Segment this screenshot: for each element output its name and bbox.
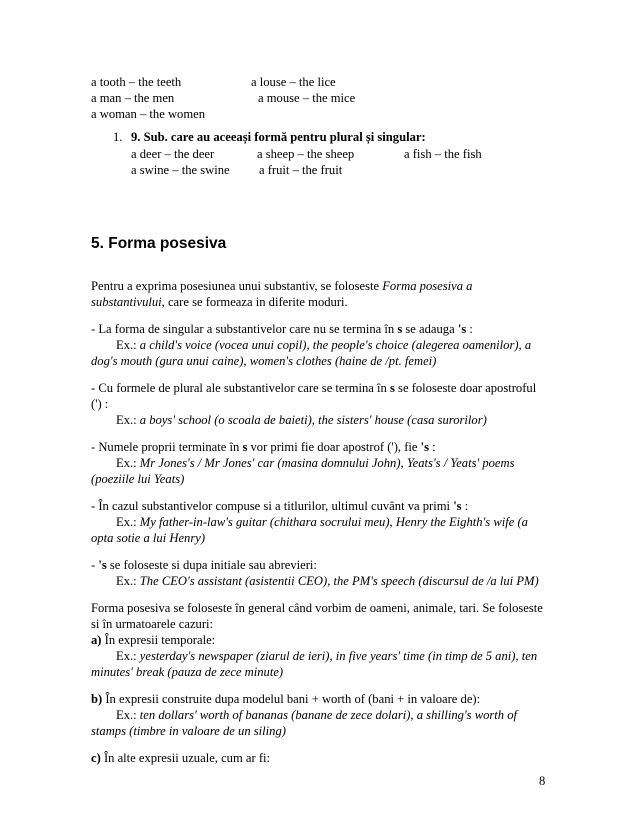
bold-suffix: 's <box>98 558 107 572</box>
rule-line <box>91 380 536 396</box>
example-label: Ex.: <box>116 708 140 722</box>
text: : <box>466 322 473 336</box>
paragraph-line: si în urmatoarele cazuri: <box>91 617 214 631</box>
case-label: c) <box>91 751 101 765</box>
case-label: b) <box>91 692 103 706</box>
term: Forma posesiva a <box>382 279 473 293</box>
text: - În cazul substantivelor compuse si a titlurilor, ultimul cuvânt va primi <box>91 499 454 513</box>
example-text: a boys' school (o scoala de baieti), the sisters' house (casa surorilor) <box>139 413 487 427</box>
example-line <box>116 648 537 664</box>
bold-suffix: 's <box>457 322 467 336</box>
bold-suffix: 's <box>420 440 430 454</box>
rule-line <box>91 557 317 573</box>
text: În expresii temporale: <box>101 633 216 647</box>
text: - <box>91 558 99 572</box>
example-label: Ex.: <box>116 649 140 663</box>
text: - Cu formele de plural ale substantivelor care se termina în <box>91 381 390 395</box>
example-text: Mr Jones's / Mr Jones' car (masina domnului John), Yeats's / Yeats' poems <box>139 456 515 470</box>
example-line <box>116 455 515 471</box>
text: : <box>429 440 436 454</box>
example-text: My father-in-law's guitar (chithara socrului meu), Henry the Eighth's wife (a <box>139 515 528 529</box>
paragraph-line <box>91 278 472 294</box>
plural-pair: a mouse – the mice <box>258 91 356 105</box>
paragraph-line: Forma posesiva se foloseste în general când vorbim de oameni, animale, tari. Se foloseste <box>91 601 543 615</box>
bold-suffix: 's <box>453 499 462 513</box>
plural-pair: a tooth – the teeth <box>91 75 182 89</box>
text: : <box>461 499 469 513</box>
example-line <box>116 707 517 723</box>
example-line: stamps (timbre in valoare de un siling) <box>91 724 286 738</box>
list-number: 1. <box>113 130 123 144</box>
paragraph-line <box>91 294 348 310</box>
plural-pair: a woman – the women <box>91 107 206 121</box>
example-text: a child's voice (vocea unui copil), the people's choice (alegerea oamenilor), a <box>139 338 532 352</box>
example-label: Ex.: <box>116 413 140 427</box>
example-label: Ex.: <box>116 338 140 352</box>
example-label: Ex.: <box>116 574 140 588</box>
case-line <box>91 691 480 707</box>
example-line: minutes' break (pauza de zece minute) <box>91 665 284 679</box>
example-text: yesterday's newspaper (ziarul de ieri), in five years' time (in timp de 5 ani), ten <box>139 649 538 663</box>
plural-pair: a louse – the lice <box>251 75 336 89</box>
example-label: Ex.: <box>116 456 140 470</box>
list-example: a sheep – the sheep <box>257 147 355 161</box>
page-number: 8 <box>539 774 546 788</box>
text: se adauga <box>402 322 458 336</box>
rule-line <box>91 498 468 514</box>
text: se foloseste si dupa initiale sau abrevieri: <box>106 558 317 572</box>
text: În expresii construite dupa modelul bani + worth of (bani + in valoare de): <box>102 692 481 706</box>
example-line: opta sotie a lui Henry) <box>91 531 206 545</box>
example-line: dog's mouth (gura unui caine), women's clothes (haine de /pt. femei) <box>91 354 437 368</box>
example-line <box>116 573 539 589</box>
example-text: ten dollars' worth of bananas (banane de zece dolari), a shilling's worth of <box>139 708 518 722</box>
rule-line: (') : <box>91 397 109 411</box>
case-line <box>91 632 215 648</box>
term: substantivului <box>91 295 162 309</box>
example-line <box>116 514 528 530</box>
rule-line <box>91 321 473 337</box>
list-example: a swine – the swine <box>131 163 230 177</box>
example-line <box>116 337 531 353</box>
list-example: a fruit – the fruit <box>259 163 343 177</box>
example-line: (poeziile lui Yeats) <box>91 472 185 486</box>
bold-letter: s <box>390 381 395 395</box>
example-label: Ex.: <box>116 515 140 529</box>
list-heading: 9. Sub. care au aceeași formă pentru plural și singular: <box>131 130 426 144</box>
plural-pair: a man – the men <box>91 91 175 105</box>
bold-letter: s <box>397 322 403 336</box>
list-example: a fish – the fish <box>404 147 482 161</box>
text: - Numele proprii terminate în <box>91 440 243 454</box>
text: se foloseste doar apostroful <box>394 381 537 395</box>
section-title: 5. Forma posesiva <box>91 235 227 252</box>
example-line <box>116 412 487 428</box>
rule-line <box>91 439 436 455</box>
case-line <box>91 750 270 766</box>
text: - La forma de singular a substantivelor care nu se termina în <box>91 322 398 336</box>
text: , care se formeaza in diferite moduri. <box>161 295 348 309</box>
text: Pentru a exprima posesiunea unui substantiv, se foloseste <box>91 279 383 293</box>
text: vor primi fie doar apostrof ('), fie <box>247 440 421 454</box>
case-label: a) <box>91 633 102 647</box>
example-text: The CEO's assistant (asistentii CEO), the PM's speech (discursul de /a lui PM) <box>139 574 539 588</box>
list-example: a deer – the deer <box>131 147 215 161</box>
text: În alte expresii uzuale, cum ar fi: <box>100 751 271 765</box>
bold-letter: s <box>242 440 248 454</box>
